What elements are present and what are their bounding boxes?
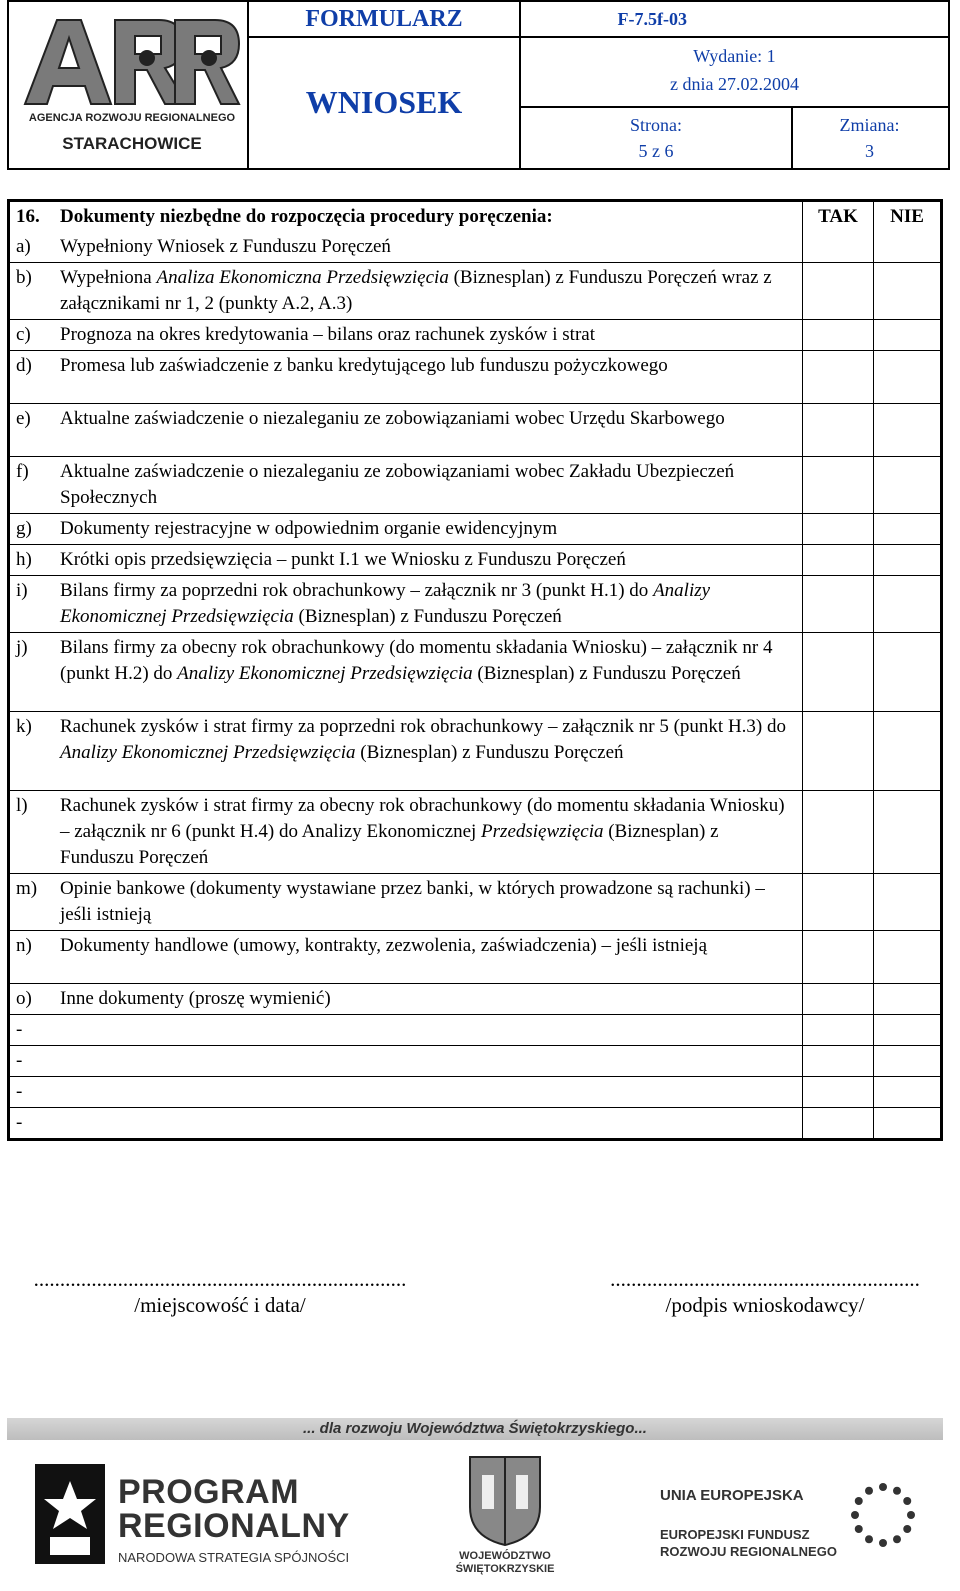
eu-star-icon bbox=[903, 1525, 911, 1533]
checkbox-cell-tak[interactable] bbox=[802, 1015, 873, 1045]
checkbox-cell-tak[interactable] bbox=[802, 351, 873, 403]
row-text-italic: Analizy Ekonomicznej Przedsięwzięcia bbox=[60, 580, 711, 627]
row-label: h) bbox=[16, 549, 32, 570]
row-label: f) bbox=[16, 461, 29, 482]
form-code: F-7.5f-03 bbox=[617, 9, 687, 29]
eu-star-icon bbox=[903, 1497, 911, 1505]
row-text-part: Bilans firmy za obecny rok obrachunkowy (do momentu składania Wniosku) – załącznik nr 4 (punkt H.2) do bbox=[60, 637, 773, 684]
table-row bbox=[10, 456, 940, 513]
arr-logo-graphic bbox=[19, 12, 241, 112]
checkbox-cell-nie[interactable] bbox=[873, 712, 940, 790]
row-text bbox=[60, 1110, 796, 1136]
checkbox-cell-nie[interactable] bbox=[873, 514, 940, 544]
row-label: n) bbox=[16, 935, 32, 956]
checkbox-cell-nie[interactable] bbox=[873, 633, 940, 711]
checkbox-cell-nie[interactable] bbox=[873, 1015, 940, 1045]
table-row bbox=[10, 983, 940, 1014]
checkbox-cell-tak[interactable] bbox=[802, 931, 873, 983]
table-row bbox=[10, 1076, 940, 1107]
eu-star-icon bbox=[865, 1535, 873, 1543]
row-text: Inne dokumenty (proszę wymienić) bbox=[60, 988, 331, 1009]
row-text bbox=[60, 793, 796, 871]
logo-agency-name: AGENCJA ROZWOJU REGIONALNEGO bbox=[28, 112, 236, 124]
eu-star-icon bbox=[907, 1511, 915, 1519]
row-text-part: Rachunek zysków i strat firmy za obecny rok obrachunkowy (do momentu składania Wniosku) – załącznik nr 6 (punkt H.4) do Analizy Ekonomicznej bbox=[60, 795, 785, 842]
table-row bbox=[10, 1014, 940, 1045]
checkbox-cell-tak[interactable] bbox=[802, 1077, 873, 1107]
row-text: Prognoza na okres kredytowania – bilans oraz rachunek zysków i strat bbox=[60, 324, 595, 345]
row-text-part: (Biznesplan) z Funduszu Poręczeń bbox=[293, 606, 562, 627]
row-text: Promesa lub zaświadczenie z banku kredytującego lub funduszu pożyczkowego bbox=[60, 355, 668, 376]
row-label: b) bbox=[16, 267, 32, 288]
change-value: 3 bbox=[865, 141, 874, 161]
row-text-part: Rachunek zysków i strat firmy za poprzedni rok obrachunkowy – załącznik nr 5 (punkt H.3) do bbox=[60, 716, 787, 737]
table-row bbox=[10, 350, 940, 403]
checkbox-cell-tak[interactable] bbox=[802, 1108, 873, 1138]
row-label: e) bbox=[16, 408, 31, 429]
page-label: Strona: bbox=[630, 115, 682, 135]
row-text bbox=[60, 635, 796, 709]
row-text-italic: Analizy Ekonomicznej Przedsięwzięcia bbox=[177, 663, 473, 684]
eu-star-icon bbox=[855, 1525, 863, 1533]
page-number-cell bbox=[521, 106, 791, 168]
table-row bbox=[10, 513, 940, 544]
row-text bbox=[60, 1048, 796, 1074]
checkbox-cell-tak[interactable] bbox=[802, 320, 873, 350]
row-label: j) bbox=[16, 637, 28, 658]
eu-stars-icon bbox=[838, 1475, 928, 1555]
row-text-part: (Biznesplan) z Funduszu Poręczeń bbox=[472, 663, 741, 684]
row-label: c) bbox=[16, 324, 31, 345]
row-text-part: Wypełniona bbox=[60, 267, 157, 288]
eu-star-icon bbox=[893, 1487, 901, 1495]
row-label: - bbox=[16, 1019, 23, 1040]
table-row bbox=[10, 319, 940, 350]
checkbox-cell-tak[interactable] bbox=[802, 545, 873, 575]
footer-logos bbox=[0, 1445, 960, 1591]
applicant-signature-dots: ........................................................... bbox=[610, 1267, 920, 1291]
checkbox-cell-nie[interactable] bbox=[873, 576, 940, 632]
checkbox-cell-tak[interactable] bbox=[802, 404, 873, 456]
row-text: Dokumenty rejestracyjne w odpowiednim organie ewidencyjnym bbox=[60, 518, 558, 539]
section-title: Dokumenty niezbędne do rozpoczęcia procedury poręczenia: bbox=[60, 206, 553, 227]
checkbox-cell-nie[interactable] bbox=[873, 457, 940, 513]
table-row bbox=[10, 262, 940, 319]
table-row bbox=[10, 873, 940, 930]
eu-star-icon bbox=[893, 1535, 901, 1543]
program-title: PROGRAM REGIONALNY bbox=[118, 1473, 350, 1545]
row-label: i) bbox=[16, 580, 28, 601]
place-date-label: /miejscowość i data/ bbox=[134, 1293, 306, 1317]
checkbox-cell-tak[interactable] bbox=[802, 791, 873, 873]
table-header-row bbox=[10, 202, 940, 232]
row-text: Opinie bankowe (dokumenty wystawiane przez banki, w których prowadzone są rachunki) – jeśli istnieją bbox=[60, 878, 765, 925]
row-text: Dokumenty handlowe (umowy, kontrakty, zezwolenia, zaświadczenia) – jeśli istnieją bbox=[60, 935, 708, 956]
row-text-part: (Biznesplan) z Funduszu Poręczeń bbox=[355, 742, 624, 763]
row-label: l) bbox=[16, 795, 28, 816]
place-date-signature bbox=[5, 1266, 435, 1318]
eu-star-icon bbox=[865, 1487, 873, 1495]
row-text: Aktualne zaświadczenie o niezaleganiu ze zobowiązaniami wobec Urzędu Skarbowego bbox=[60, 408, 725, 429]
row-label: g) bbox=[16, 518, 32, 539]
row-label: - bbox=[16, 1081, 23, 1102]
table-row bbox=[10, 632, 940, 711]
column-header-tak: TAK bbox=[802, 202, 873, 232]
document-title: WNIOSEK bbox=[305, 84, 463, 120]
checkbox-cell-nie[interactable] bbox=[873, 320, 940, 350]
row-text-italic: Analiza Ekonomiczna Przedsięwzięcia bbox=[156, 267, 449, 288]
row-text-italic: Analizy Ekonomicznej Przedsięwzięcia bbox=[60, 742, 356, 763]
logo-city: STARACHOWICE bbox=[62, 134, 202, 153]
row-text bbox=[60, 265, 796, 317]
checkbox-cell-nie[interactable] bbox=[873, 404, 940, 456]
table-row bbox=[10, 711, 940, 790]
checkbox-cell-nie[interactable] bbox=[873, 931, 940, 983]
row-text bbox=[60, 578, 796, 630]
eu-fund-name: EUROPEJSKI FUNDUSZ ROZWOJU REGIONALNEGO bbox=[660, 1527, 837, 1559]
checkbox-cell-tak[interactable] bbox=[802, 514, 873, 544]
applicant-signature bbox=[585, 1266, 945, 1318]
checkbox-cell-nie[interactable] bbox=[873, 263, 940, 319]
checkbox-cell-nie[interactable] bbox=[873, 984, 940, 1014]
checkbox-cell-nie[interactable] bbox=[873, 1108, 940, 1138]
checkbox-cell-nie[interactable] bbox=[873, 351, 940, 403]
row-label: d) bbox=[16, 355, 32, 376]
table-row bbox=[10, 1107, 940, 1138]
table-row bbox=[10, 403, 940, 456]
checkbox-cell-nie[interactable] bbox=[873, 1046, 940, 1076]
checkbox-cell-tak[interactable] bbox=[802, 457, 873, 513]
eu-star-icon bbox=[879, 1483, 887, 1491]
row-label: - bbox=[16, 1112, 23, 1133]
eu-star-icon bbox=[855, 1497, 863, 1505]
row-text: Krótki opis przedsięwzięcia – punkt I.1 we Wniosku z Funduszu Poręczeń bbox=[60, 549, 626, 570]
row-text: Wypełniony Wniosek z Funduszu Poręczeń bbox=[60, 236, 391, 257]
page-value: 5 z 6 bbox=[638, 141, 674, 161]
row-label: a) bbox=[16, 236, 31, 257]
eu-title: UNIA EUROPEJSKA bbox=[660, 1487, 804, 1504]
place-date-dots: ....................................................................... bbox=[33, 1267, 407, 1291]
checkbox-cell-nie[interactable] bbox=[873, 791, 940, 873]
change-cell bbox=[791, 106, 948, 168]
voivodeship-name: WOJEWÓDZTWO ŚWIĘTOKRZYSKIE bbox=[455, 1550, 555, 1575]
section-number: 16. bbox=[16, 206, 40, 227]
checkbox-cell-tak[interactable] bbox=[802, 712, 873, 790]
row-text: Aktualne zaświadczenie o niezaleganiu ze zobowiązaniami wobec Zakładu Ubezpieczeń Społecznych bbox=[60, 461, 735, 508]
table-row bbox=[10, 1045, 940, 1076]
table-row bbox=[10, 575, 940, 632]
table-row bbox=[10, 232, 940, 262]
row-text-part: (Biznesplan) z Funduszu Poręczeń bbox=[60, 821, 719, 868]
table-row bbox=[10, 930, 940, 983]
row-text-part: Bilans firmy za poprzedni rok obrachunkowy – załącznik nr 3 (punkt H.1) do bbox=[60, 580, 654, 601]
column-header-nie: NIE bbox=[873, 202, 940, 232]
eu-star-icon bbox=[851, 1511, 859, 1519]
checkbox-cell-nie[interactable] bbox=[873, 545, 940, 575]
row-label: k) bbox=[16, 716, 32, 737]
header-meta-cell bbox=[521, 2, 948, 168]
checkbox-cell-nie[interactable] bbox=[873, 232, 940, 262]
row-text bbox=[60, 1017, 796, 1043]
table-row bbox=[10, 544, 940, 575]
row-label: - bbox=[16, 1050, 23, 1071]
change-label: Zmiana: bbox=[839, 115, 900, 135]
eu-star-icon bbox=[879, 1539, 887, 1547]
row-label: m) bbox=[16, 878, 38, 899]
checkbox-cell-nie[interactable] bbox=[873, 874, 940, 930]
document-header bbox=[7, 0, 950, 170]
checkbox-cell-tak[interactable] bbox=[802, 874, 873, 930]
table-row bbox=[10, 790, 940, 873]
edition-label: Wydanie: 1 bbox=[693, 46, 776, 66]
row-text bbox=[60, 1079, 796, 1105]
checkbox-cell-tak[interactable] bbox=[802, 1046, 873, 1076]
voivodeship-coat-of-arms-icon bbox=[462, 1453, 548, 1547]
program-subtitle: NARODOWA STRATEGIA SPÓJNOŚCI bbox=[118, 1550, 350, 1565]
form-type: FORMULARZ bbox=[305, 6, 463, 32]
row-text-part: (Biznesplan) z Funduszu Poręczeń wraz z załącznikami nr 1, 2 (punkty A.2, A.3) bbox=[60, 267, 772, 314]
row-text-italic: Przedsięwzięcia bbox=[481, 821, 604, 842]
footer-banner: ... dla rozwoju Województwa Świętokrzyskiego... bbox=[7, 1418, 943, 1440]
checkbox-cell-tak[interactable] bbox=[802, 576, 873, 632]
header-title-cell bbox=[249, 2, 521, 168]
program-star-logo-icon bbox=[30, 1459, 110, 1569]
arr-logo bbox=[9, 2, 249, 168]
applicant-signature-label: /podpis wnioskodawcy/ bbox=[665, 1293, 865, 1317]
checkbox-cell-nie[interactable] bbox=[873, 1077, 940, 1107]
documents-checklist-table bbox=[7, 199, 943, 1141]
row-label: o) bbox=[16, 988, 32, 1009]
row-text bbox=[60, 714, 796, 788]
checkbox-cell-tak[interactable] bbox=[802, 984, 873, 1014]
edition-date: z dnia 27.02.2004 bbox=[670, 74, 799, 94]
checkbox-cell-tak[interactable] bbox=[802, 263, 873, 319]
checkbox-cell-tak[interactable] bbox=[802, 633, 873, 711]
checkbox-cell-tak[interactable] bbox=[802, 232, 873, 262]
